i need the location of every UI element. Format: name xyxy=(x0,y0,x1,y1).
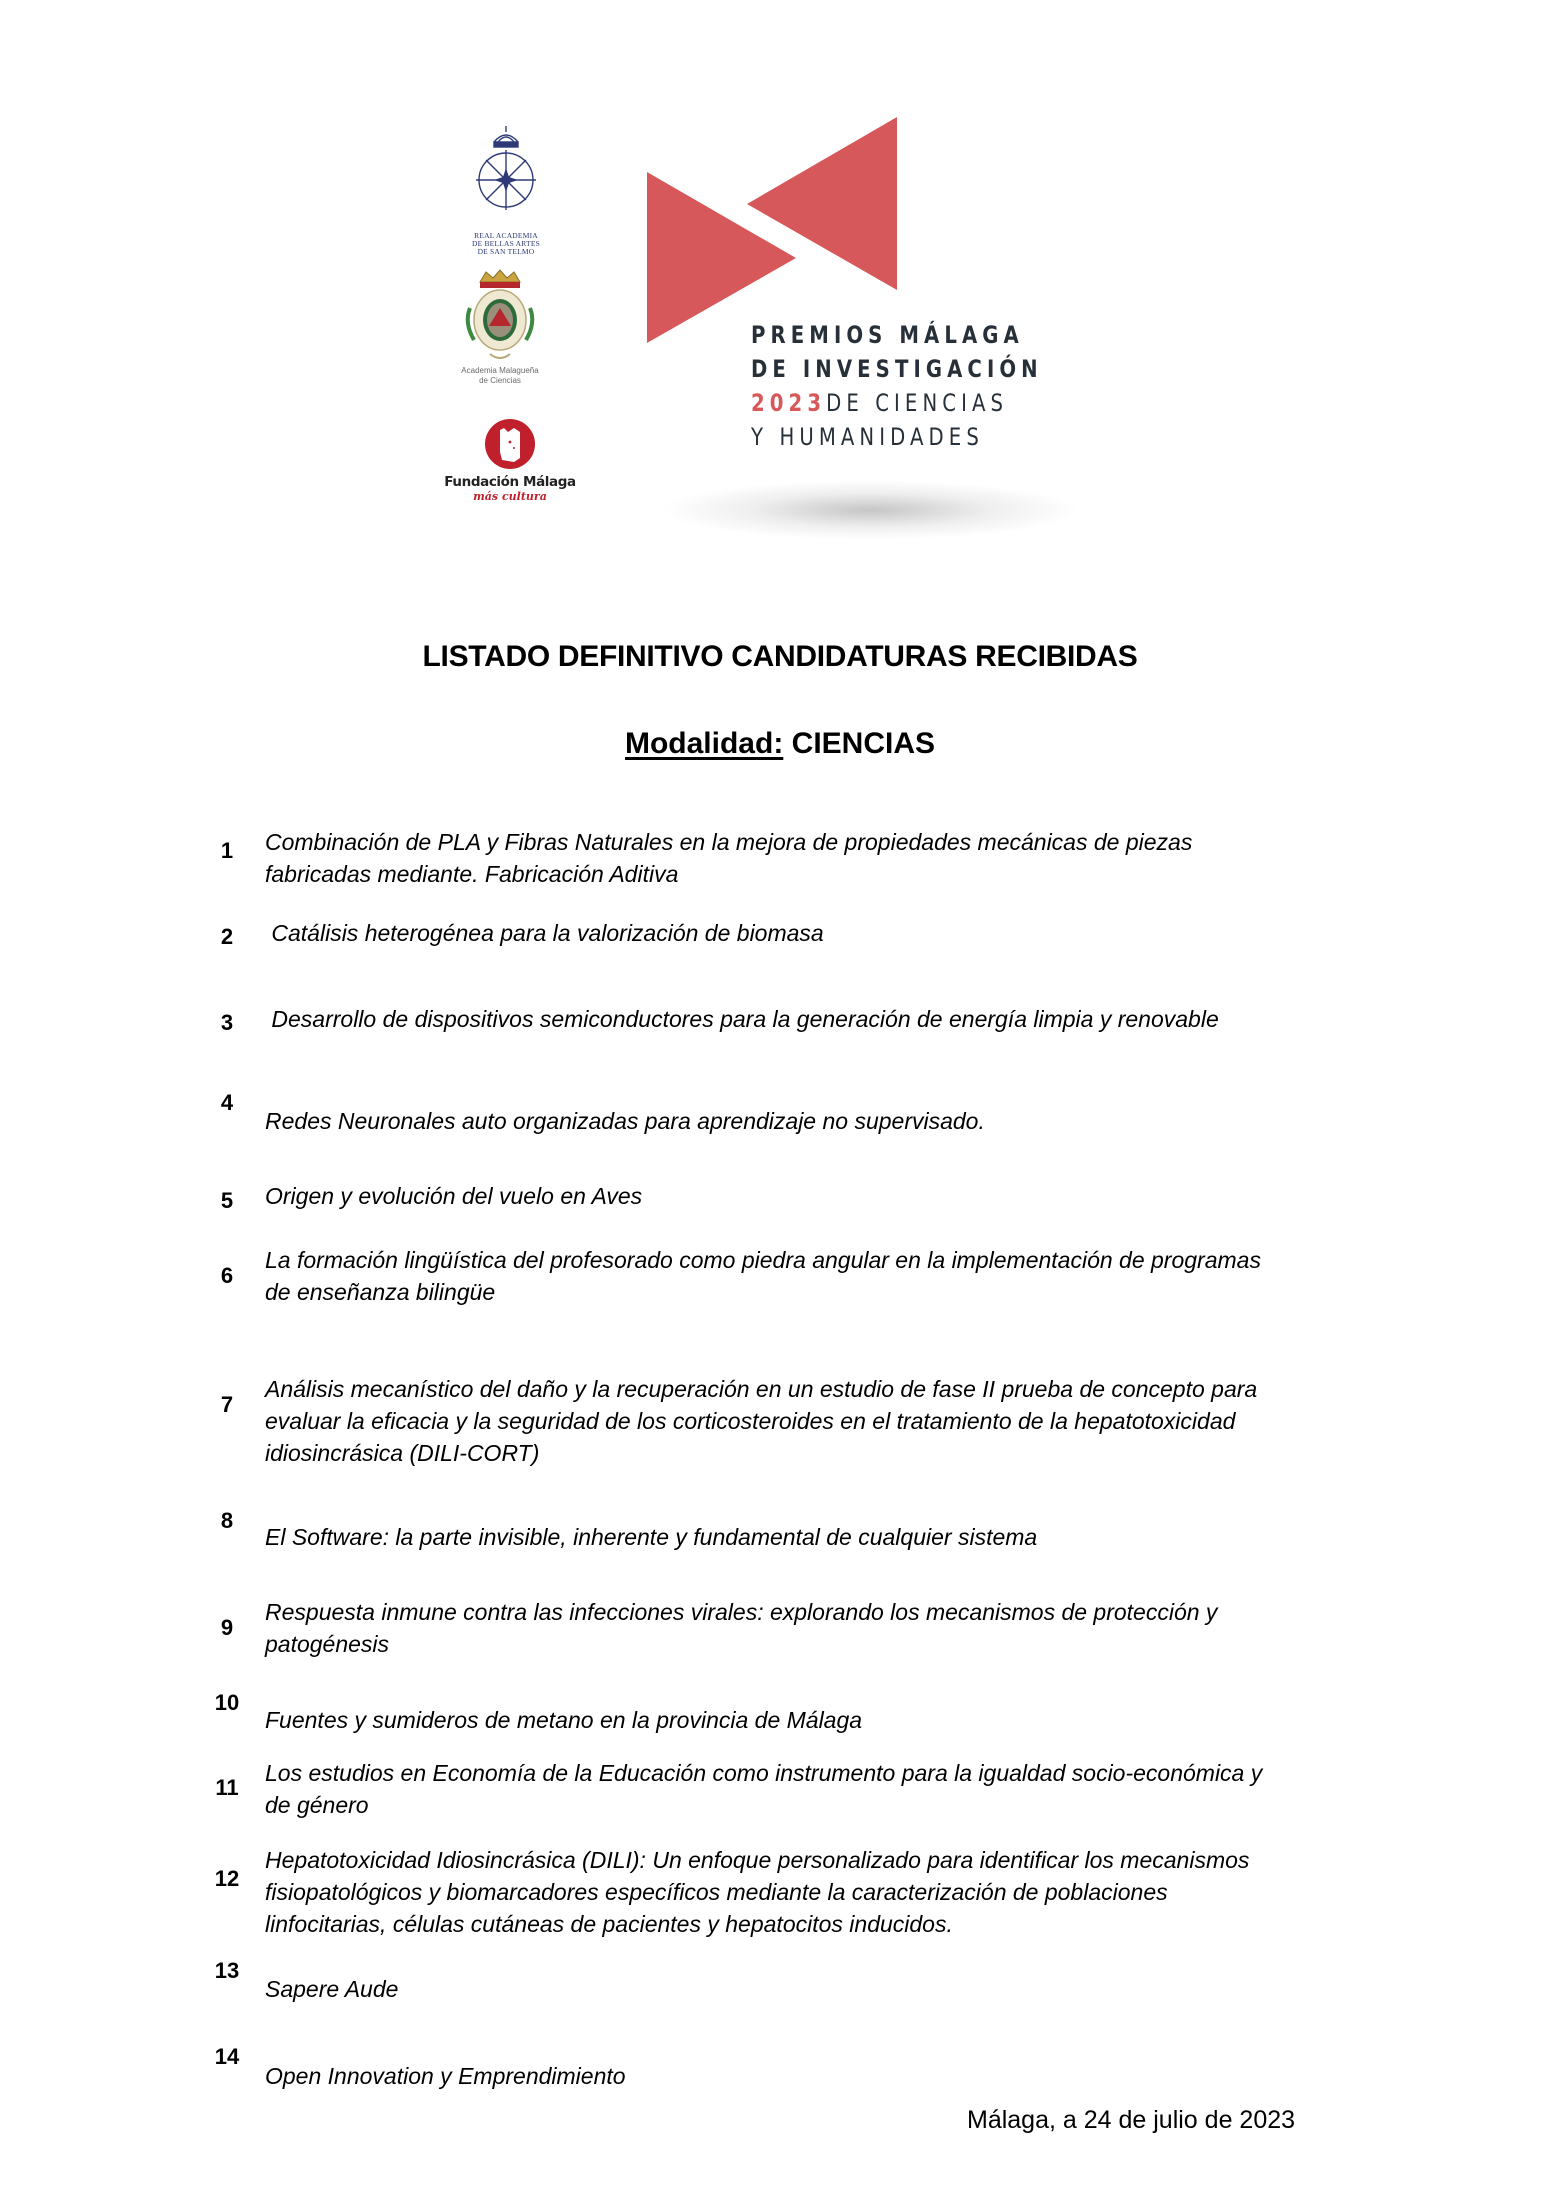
item-title-line: Origen y evolución del vuelo en Aves xyxy=(265,1183,643,1209)
modalidad-value: CIENCIAS xyxy=(791,727,936,760)
item-title-line: Sapere Aude xyxy=(265,1976,399,2002)
item-number: 12 xyxy=(214,1866,240,1891)
item-title xyxy=(265,1373,1435,1469)
modalidad-label: Modalidad: xyxy=(624,727,784,760)
premios-line-4: Y HUMANIDADES xyxy=(751,423,984,451)
item-number: 14 xyxy=(214,2044,240,2069)
academia-malaguena-logo xyxy=(450,268,550,386)
item-title-line: patogénesis xyxy=(265,1631,390,1657)
item-title-line: evaluar la eficacia y la seguridad de los corticosteroides en el tratamiento de la hepatotoxicidad xyxy=(265,1408,1236,1434)
rabasa-caption-line: DE SAN TELMO xyxy=(477,247,535,256)
fundacion-tagline: más cultura xyxy=(473,490,547,503)
modalidad-heading xyxy=(0,727,1560,761)
premios-line-1: PREMIOS MÁLAGA xyxy=(751,321,1024,349)
item-number: 1 xyxy=(220,838,234,863)
item-title-line: Catálisis heterogénea para la valorización de biomasa xyxy=(265,920,824,946)
item-number: 7 xyxy=(220,1392,234,1417)
item-title xyxy=(265,1003,1435,1035)
item-title-line: El Software: la parte invisible, inherente y fundamental de cualquier sistema xyxy=(265,1524,1038,1550)
item-title-line: Fuentes y sumideros de metano en la provincia de Málaga xyxy=(265,1707,863,1733)
rabasa-caption-line: DE BELLAS ARTES xyxy=(472,239,540,248)
item-title-line: Redes Neuronales auto organizadas para aprendizaje no supervisado. xyxy=(265,1108,985,1134)
item-title-line: Open Innovation y Emprendimiento xyxy=(265,2063,626,2089)
item-number: 13 xyxy=(214,1958,240,1983)
item-title-line: Desarrollo de dispositivos semiconductores para la generación de energía limpia y renovable xyxy=(265,1006,1219,1032)
item-title-line: idiosincrásica (DILI-CORT) xyxy=(265,1440,540,1466)
item-title-line: Análisis mecanístico del daño y la recuperación en un estudio de fase II prueba de concepto para xyxy=(265,1376,1258,1402)
real-academia-logo xyxy=(468,120,544,256)
item-title xyxy=(265,1521,1435,1553)
item-number: 10 xyxy=(214,1690,240,1715)
item-title-line: Los estudios en Economía de la Educación como instrumento para la igualdad socio-económica y xyxy=(265,1760,1263,1786)
item-title-line: linfocitarias, células cutáneas de pacientes y hepatocitos inducidos. xyxy=(265,1911,953,1937)
premios-line-2: DE INVESTIGACIÓN xyxy=(751,355,1043,383)
item-title xyxy=(265,1105,1435,1137)
fundacion-malaga-logo xyxy=(432,418,588,503)
item-title xyxy=(265,1180,1435,1212)
item-title-line: Combinación de PLA y Fibras Naturales en la mejora de propiedades mecánicas de piezas xyxy=(265,829,1193,855)
item-title xyxy=(265,1757,1435,1821)
document-date: Málaga, a 24 de julio de 2023 xyxy=(967,2106,1296,2134)
amc-caption-line: Academia Malagueña xyxy=(461,366,539,375)
item-number: 5 xyxy=(220,1188,234,1213)
item-number: 8 xyxy=(220,1508,234,1533)
item-title-line: de enseñanza bilingüe xyxy=(265,1279,496,1305)
amc-caption-line: de Ciencias xyxy=(479,376,521,385)
item-number: 3 xyxy=(220,1010,234,1035)
item-number: 11 xyxy=(215,1775,239,1800)
logo-shadow xyxy=(660,480,1080,540)
item-number: 9 xyxy=(220,1615,234,1640)
item-title-line: de género xyxy=(265,1792,369,1818)
item-title xyxy=(265,1973,1435,2005)
item-title-line: La formación lingüística del profesorado como piedra angular en la implementación de programas xyxy=(265,1247,1261,1273)
item-title-line: Hepatotoxicidad Idiosincrásica (DILI): Un enfoque personalizado para identificar los mecanismos xyxy=(265,1847,1250,1873)
item-title xyxy=(265,917,1435,949)
item-title xyxy=(265,1244,1435,1308)
item-title xyxy=(265,1596,1435,1660)
premios-malaga-logo xyxy=(640,110,1100,570)
item-title xyxy=(265,1844,1435,1940)
item-title-line: fabricadas mediante. Fabricación Aditiva xyxy=(265,861,679,887)
item-title-line: Respuesta inmune contra las infecciones virales: explorando los mecanismos de protección y xyxy=(265,1599,1218,1625)
fundacion-name: Fundación Málaga xyxy=(444,474,576,490)
item-title xyxy=(265,826,1435,890)
rabasa-caption-line: REAL ACADEMIA xyxy=(474,231,538,240)
item-number: 4 xyxy=(220,1090,234,1115)
item-number: 6 xyxy=(220,1263,234,1288)
coat-of-arms-icon xyxy=(460,268,540,364)
document-title: LISTADO DEFINITIVO CANDIDATURAS RECIBIDAS xyxy=(422,640,1138,673)
fundacion-emblem-icon xyxy=(484,418,536,470)
premios-line-3: DE CIENCIAS xyxy=(826,389,1009,417)
item-title-line: fisiopatológicos y biomarcadores específicos mediante la caracterización de poblaciones xyxy=(265,1879,1168,1905)
item-title xyxy=(265,1704,1435,1736)
item-title xyxy=(265,2060,1435,2092)
premios-year: 2023 xyxy=(751,389,827,417)
item-number: 2 xyxy=(220,924,234,949)
compass-star-icon xyxy=(476,120,536,230)
